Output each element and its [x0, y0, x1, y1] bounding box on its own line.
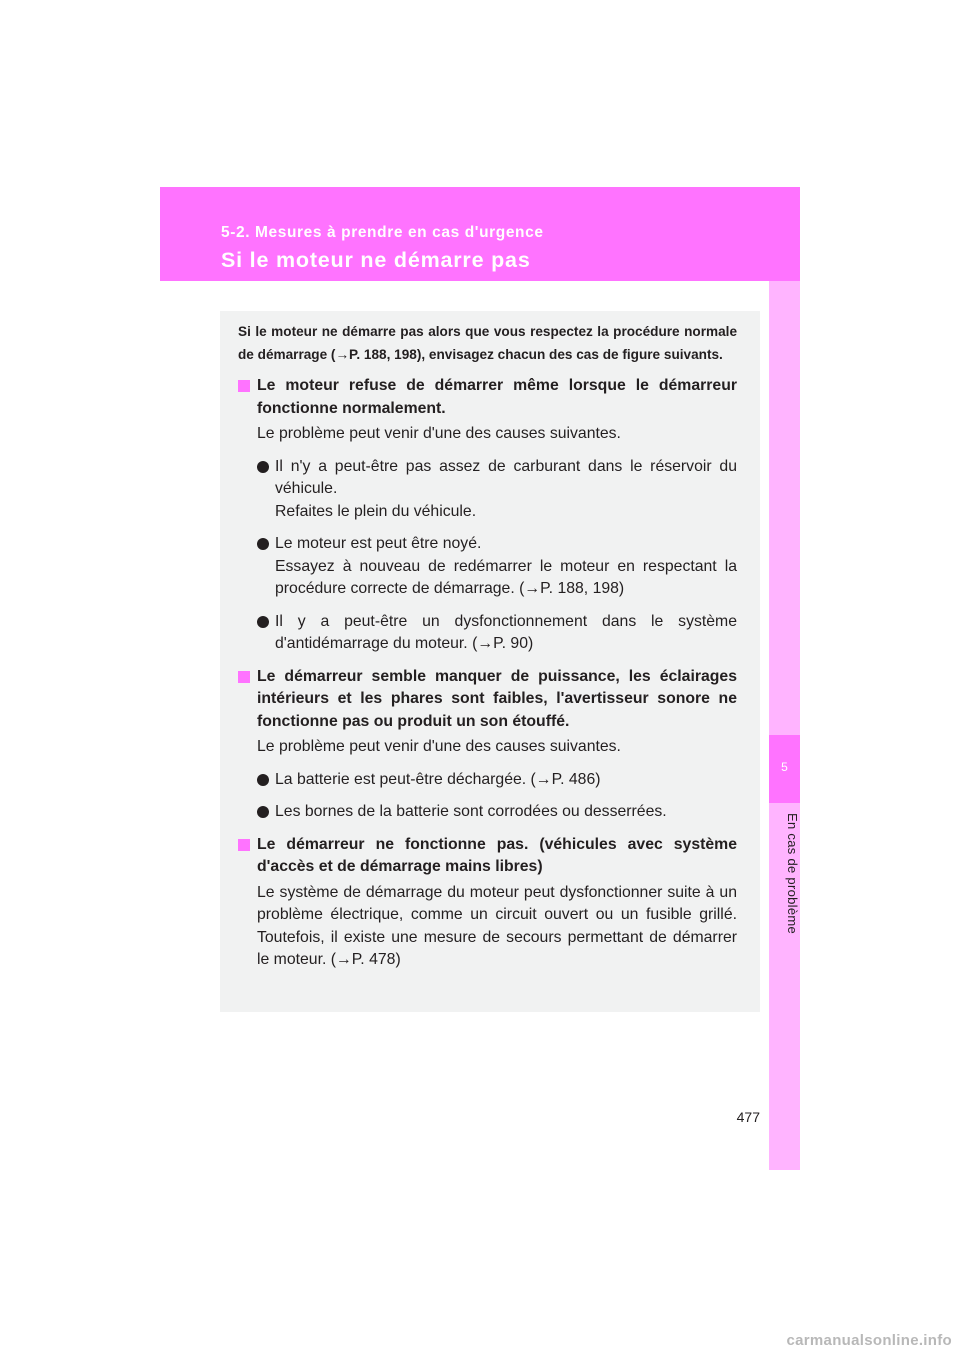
- square-bullet-icon: [238, 671, 250, 683]
- section-heading-1: [238, 375, 737, 420]
- bullet-line: Les bornes de la batterie sont corrodées ou desserrées.: [275, 803, 667, 820]
- list-item: [238, 456, 737, 524]
- page-title: Si le moteur ne démarre pas: [221, 248, 531, 272]
- list-item: [238, 801, 737, 824]
- chapter-number: 5: [781, 760, 788, 774]
- chapter-label: En cas de problème: [785, 813, 800, 935]
- bullet-dot-icon: [257, 774, 269, 786]
- bullet-line: La batterie est peut-être déchargée. (→P. 486): [275, 770, 601, 788]
- bullet-dot-icon: [257, 461, 269, 473]
- watermark-text: carmanualsonline.info: [786, 1332, 952, 1349]
- bullet-line: Il y a peut-être un dysfonctionnement dans le système d'antidémarrage du moteur. (→P. 90): [275, 612, 737, 652]
- bullet-line: Essayez à nouveau de redémarrer le moteur en respectant la procédure correcte de démarrage. (→P. 188, 198): [275, 557, 737, 597]
- list-item: [238, 769, 737, 792]
- section-subtitle: 5-2. Mesures à prendre en cas d'urgence: [221, 224, 544, 241]
- bullet-line: Le moteur est peut être noyé.: [275, 535, 482, 552]
- page-number: 477: [736, 1109, 760, 1125]
- section-header: [160, 187, 800, 281]
- bullet-line: Il n'y a peut-être pas assez de carburant dans le réservoir du véhicule.: [275, 457, 737, 497]
- heading-text: Le moteur refuse de démarrer même lorsque le démarreur fonctionne normalement.: [257, 377, 737, 417]
- list-item: [238, 611, 737, 656]
- section-text: Le problème peut venir d'une des causes suivantes.: [257, 738, 621, 755]
- section-heading-3: [238, 834, 737, 879]
- heading-text: Le démarreur ne fonctionne pas. (véhicules avec système d'accès et de démarrage mains libres): [257, 835, 737, 875]
- bullet-dot-icon: [257, 538, 269, 550]
- section-heading-2: [238, 666, 737, 734]
- side-strip: [769, 281, 800, 1170]
- square-bullet-icon: [238, 839, 250, 851]
- list-item: [238, 533, 737, 601]
- bullet-dot-icon: [257, 806, 269, 818]
- heading-text: Le démarreur semble manquer de puissance, les éclairages intérieurs et les phares sont faibles, l'avertisseur sonore ne fonctionne pas ou produit un son étouffé.: [257, 667, 737, 730]
- section-text: Le système de démarrage du moteur peut dysfonctionner suite à un problème électrique, comme un circuit ouvert ou un fusible grillé. Toutefois, il existe une mesure de secours permettant de démarrer le moteur. (→P. 478): [257, 883, 737, 968]
- square-bullet-icon: [238, 380, 250, 392]
- bullet-line: Refaites le plein du véhicule.: [275, 502, 477, 520]
- content-inner: [238, 320, 737, 982]
- section-text: Le problème peut venir d'une des causes suivantes.: [257, 425, 621, 442]
- bullet-dot-icon: [257, 616, 269, 628]
- content-box: [220, 311, 760, 1012]
- intro-text: Si le moteur ne démarre pas alors que vous respectez la procédure normale de démarrage (→P. 188, 198), envisagez chacun des cas de figure suivants.: [238, 324, 737, 362]
